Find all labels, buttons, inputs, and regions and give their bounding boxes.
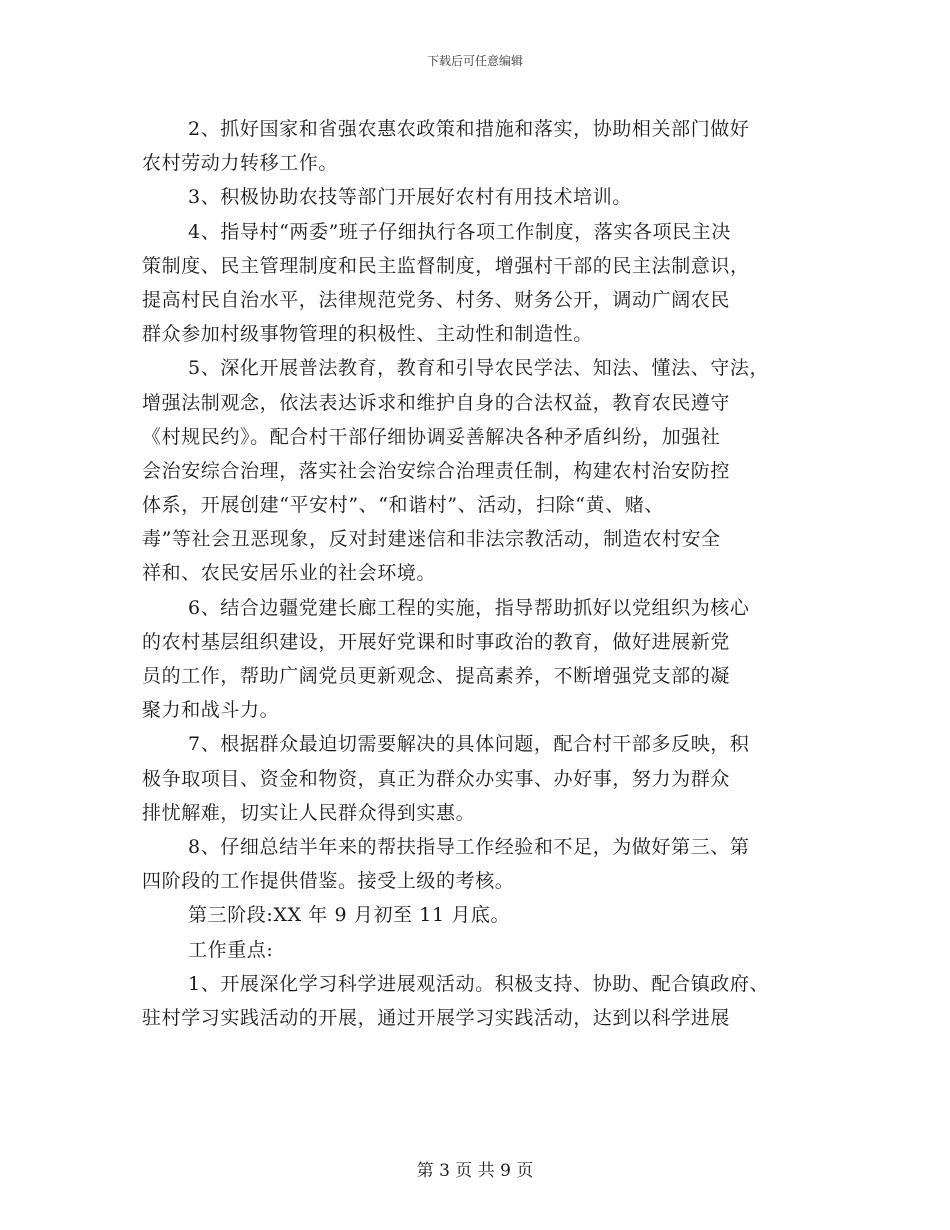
text-line: 毒”等社会丑恶现象，反对封建迷信和非法宗教活动，制造农村安全	[142, 528, 721, 551]
text-line: 四阶段的工作提供借鉴。接受上级的考核。	[142, 870, 515, 893]
text-line: 提高村民自治水平，法律规范党务、村务、财务公开，调动广阔农民	[142, 288, 731, 311]
text-line: 的农村基层组织建设，开展好党课和时事政治的教育，做好进展新党	[142, 630, 731, 653]
text-line: 极争取项目、资金和物资，真正为群众办实事、办好事，努力为群众	[142, 767, 731, 790]
text-line: 员的工作，帮助广阔党员更新观念、提高素养，不断增强党支部的凝	[142, 665, 731, 687]
page-header-note: 下载后可任意编辑	[426, 54, 523, 68]
document-body	[142, 112, 812, 1035]
text-line: 5、深化开展普法教育，教育和引导农民学法、知法、懂法、守法，	[188, 357, 770, 380]
text-line: 3、积极协助农技等部门开展好农村有用技术培训。	[188, 186, 632, 209]
text-line: 驻村学习实践活动的开展，通过开展学习实践活动，达到以科学进展	[142, 1006, 731, 1029]
text-line: 2、抓好国家和省强农惠农政策和措施和落实，协助相关部门做好	[188, 118, 750, 140]
text-line: 农村劳动力转移工作。	[142, 152, 339, 175]
text-line: 聚力和战斗力。	[142, 699, 280, 722]
text-line: 体系，开展创建“平安村”、“和谐村”、活动，扫除“黄、赌、	[142, 494, 664, 517]
text-line: 排忧解难，切实让人民群众得到实惠。	[142, 801, 476, 824]
text-line: 8、仔细总结半年来的帮扶指导工作经验和不足，为做好第三、第	[188, 835, 750, 858]
text-line: 7、根据群众最迫切需要解决的具体问题，配合村干部多反映，积	[188, 733, 750, 756]
text-line: 增强法制观念，依法表达诉求和维护自身的合法权益，教育农民遵守	[142, 391, 731, 414]
text-line: 会治安综合治理，落实社会治安综合治理责任制，构建农村治安防控	[142, 459, 731, 482]
text-line: 祥和、农民安居乐业的社会环境。	[142, 562, 437, 585]
text-line: 6、结合边疆党建长廊工程的实施，指导帮助抓好以党组织为核心	[188, 596, 750, 619]
text-line: 群众参加村级事物管理的积极性、主动性和制造性。	[142, 323, 593, 346]
text-line: 策制度、民主管理制度和民主监督制度，增强村干部的民主法制意识，	[142, 254, 750, 277]
text-line: 4、指导村“两委”班子仔细执行各项工作制度，落实各项民主决	[188, 220, 731, 243]
text-line: 1、开展深化学习科学进展观活动。积极支持、协助、配合镇政府、	[188, 972, 770, 995]
text-line: 第三阶段:XX 年 9 月初至 11 月底。	[188, 904, 511, 927]
text-line: 工作重点:	[188, 938, 274, 961]
page-number: 第 3 页 共 9 页	[416, 1161, 534, 1181]
text-line: 《村规民约》。配合村干部仔细协调妥善解决各种矛盾纠纷，加强社	[142, 425, 721, 448]
